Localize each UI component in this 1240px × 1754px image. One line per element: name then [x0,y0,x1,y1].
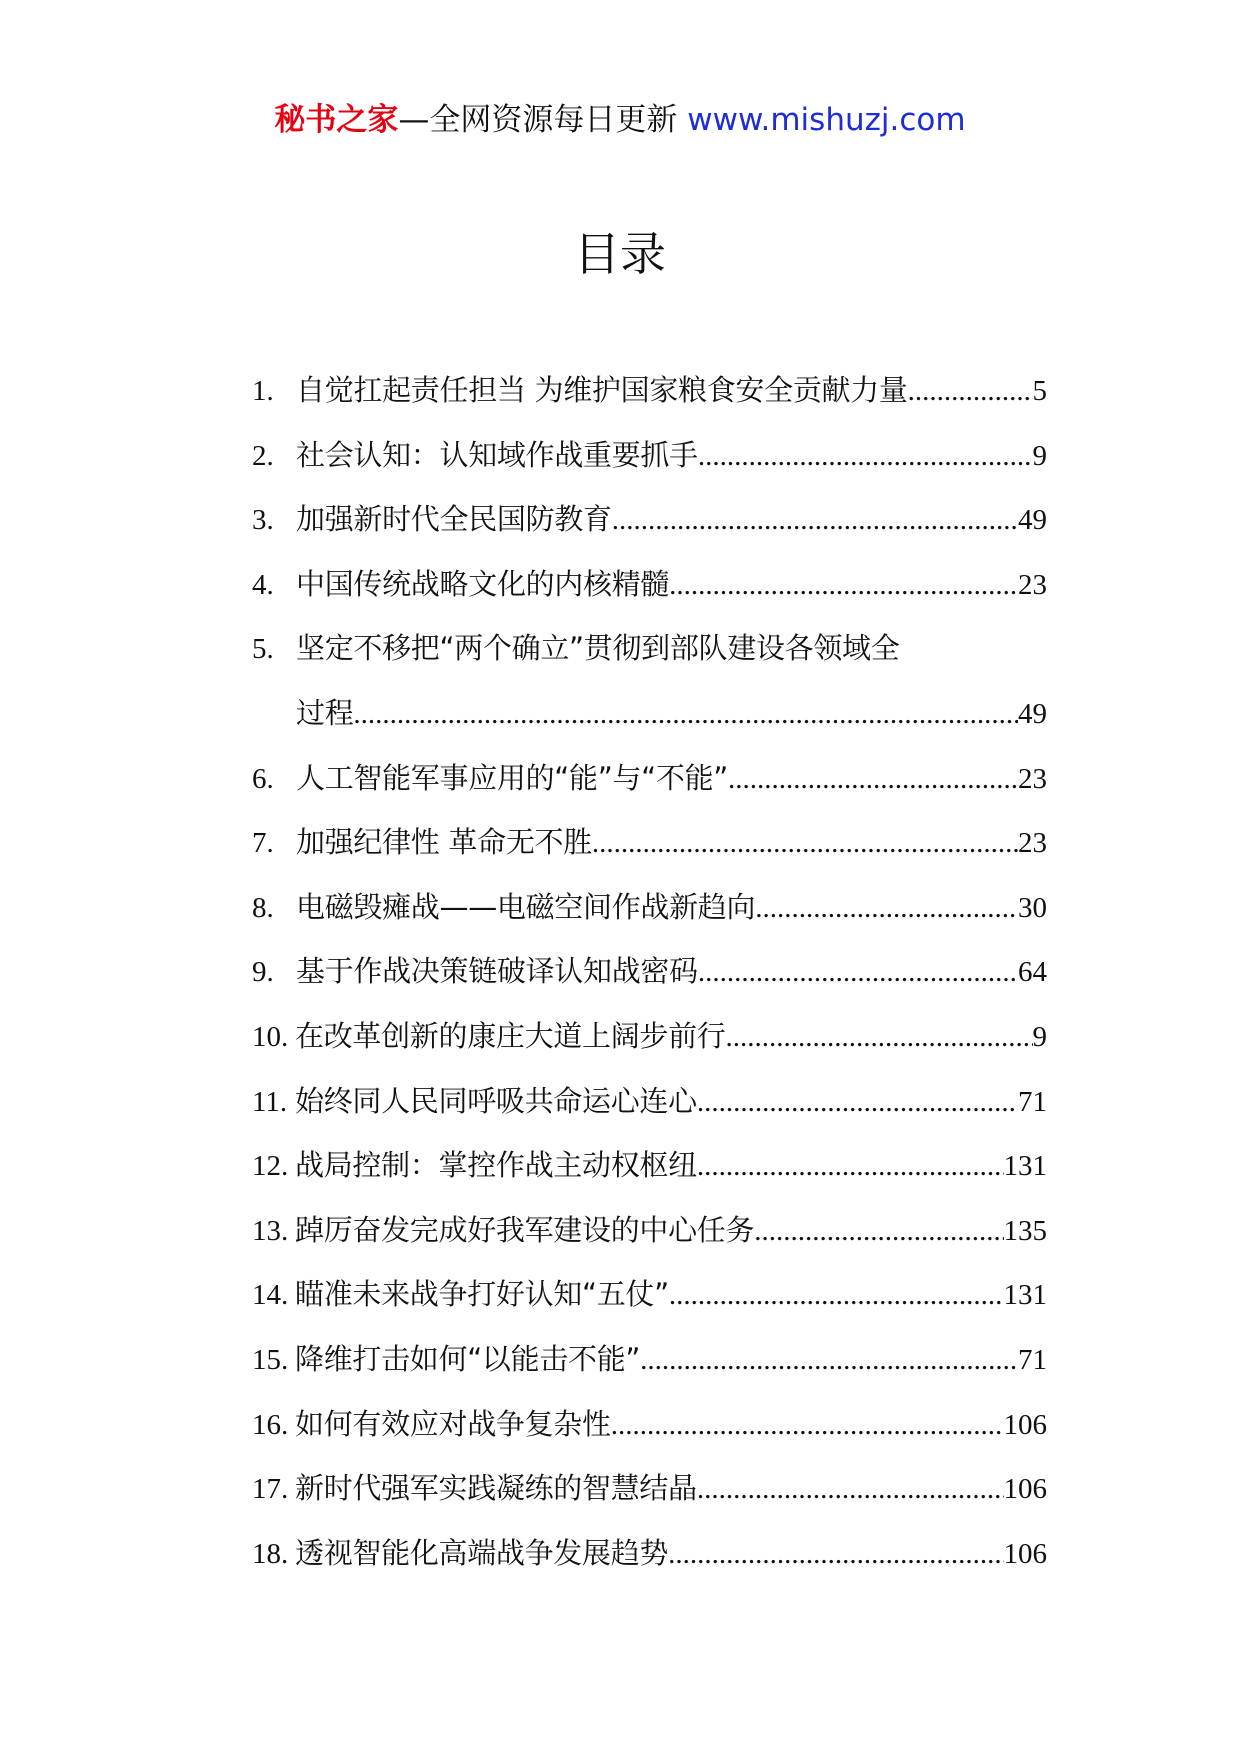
toc-entry-number: 8. [252,891,274,924]
toc-page-number: 23 [1018,762,1047,795]
toc-entry[interactable] [252,1392,1047,1457]
toc-entry-line [252,1456,1047,1521]
dot-leader [640,1328,1018,1393]
dot-leader [612,488,1018,553]
toc-page-number: 5 [1032,375,1047,407]
toc-entry-number: 2. [252,439,274,472]
toc-entry-title: 加强新时代全民国防教育 [296,502,612,537]
toc-entry-number: 3. [252,504,274,537]
toc-page-number: 71 [1018,1343,1047,1376]
toc-page-number: 23 [1018,827,1047,860]
toc-entry-line [252,1521,1047,1586]
table-of-contents [252,358,1047,1585]
toc-entry[interactable] [252,1004,1047,1069]
toc-page-number: 135 [1003,1214,1047,1247]
toc-entry-line [252,1262,1047,1327]
toc-entry-number: 7. [252,827,274,860]
toc-entry[interactable] [252,487,1047,552]
toc-entry-title: 新时代强军实践凝练的智慧结晶 [295,1471,697,1506]
toc-entry-number: 15. [252,1343,289,1376]
toc-entry-line [252,746,1047,811]
toc-entry[interactable] [252,1521,1047,1586]
toc-entry[interactable] [252,616,1047,745]
dot-leader [755,876,1018,941]
toc-entry-title: 始终同人民同呼吸共命运心连心 [295,1083,697,1118]
toc-entry-line [252,616,1047,681]
toc-entry[interactable] [252,423,1047,488]
toc-entry-number: 9. [252,956,274,989]
toc-page-number: 131 [1003,1279,1047,1312]
toc-entry-number: 1. [252,375,274,407]
toc-entry[interactable] [252,810,1047,875]
toc-entry-number: 4. [252,568,274,601]
toc-entry[interactable] [252,1133,1047,1198]
toc-page-number: 49 [1018,697,1047,730]
toc-entry-line [252,1069,1047,1134]
toc-entry[interactable] [252,746,1047,811]
toc-entry-line [252,1004,1047,1069]
dot-leader [754,1199,1003,1264]
dot-leader [611,1393,1004,1458]
toc-entry-title: 在改革创新的康庄大道上阔步前行 [295,1018,726,1053]
toc-page-number: 106 [1003,1473,1047,1506]
toc-entry-line [252,1327,1047,1392]
toc-page-number: 106 [1003,1537,1047,1570]
toc-entry-title: 降维打击如何“以能击不能” [295,1341,641,1376]
toc-page-number: 131 [1003,1150,1047,1183]
toc-page-number: 30 [1018,891,1047,924]
toc-entry-number: 12. [252,1150,289,1183]
dot-leader [592,811,1018,876]
toc-entry-number: 14. [252,1279,289,1312]
toc-page-number: 9 [1032,439,1047,472]
toc-entry-title: 自觉扛起责任担当 为维护国家粮食安全贡献力量 [296,373,908,407]
toc-page-number: 64 [1018,956,1047,989]
dot-leader [697,1457,1004,1522]
dot-leader [353,682,1018,747]
toc-entry-title: 电磁毁瘫战——电磁空间作战新趋向 [296,889,756,924]
toc-page-number: 106 [1003,1408,1047,1441]
dot-leader [697,1070,1018,1135]
dot-leader [728,747,1018,812]
brand-name: 秘书之家 [274,102,399,138]
dot-leader [908,359,1033,424]
toc-entry-line [252,810,1047,875]
toc-entry-number: 5. [252,633,274,666]
dot-leader [668,1522,1003,1587]
toc-entry-line [252,1133,1047,1198]
toc-entry-number: 13. [252,1214,289,1247]
toc-entry-number: 10. [252,1020,289,1053]
toc-entry-line [252,487,1047,552]
toc-entry-title: 瞄准未来战争打好认知“五仗” [295,1277,669,1312]
dot-leader [697,1134,1004,1199]
toc-entry-title: 坚定不移把“两个确立”贯彻到部队建设各领域全 [296,631,900,666]
toc-entry-title: 透视智能化高端战争发展趋势 [295,1535,669,1570]
toc-entry-title: 踔厉奋发完成好我军建设的中心任务 [295,1212,755,1247]
toc-entry-title: 社会认知：认知域作战重要抓手 [296,437,698,472]
toc-entry-line [252,358,1047,423]
dot-leader [726,1005,1033,1070]
header-slogan: —全网资源每日更新 [398,102,678,138]
toc-entry-number: 18. [252,1537,289,1570]
toc-entry[interactable] [252,939,1047,1004]
toc-entry-title: 加强纪律性 革命无不胜 [296,825,592,860]
toc-entry-title-continued: 过程 [296,695,354,730]
toc-entry-number: 11. [252,1085,288,1118]
toc-entry-title: 中国传统战略文化的内核精髓 [296,566,670,601]
toc-entry[interactable] [252,358,1047,423]
toc-entry[interactable] [252,1262,1047,1327]
dot-leader [669,553,1018,618]
toc-entry-number: 6. [252,762,274,795]
toc-entry[interactable] [252,1069,1047,1134]
toc-entry-line [252,939,1047,1004]
dot-leader [669,1263,1004,1328]
toc-entry-title: 如何有效应对战争复杂性 [295,1406,611,1441]
toc-entry-number: 17. [252,1473,289,1506]
toc-entry-line [252,1198,1047,1263]
toc-page-number: 71 [1018,1085,1047,1118]
toc-entry[interactable] [252,1456,1047,1521]
toc-entry-title: 基于作战决策链破译认知战密码 [296,954,698,989]
toc-entry-title: 战局控制：掌控作战主动权枢纽 [295,1148,697,1183]
toc-entry[interactable] [252,1198,1047,1263]
toc-entry-line [252,1392,1047,1457]
toc-entry[interactable] [252,552,1047,617]
site-url-link[interactable]: www.mishuzj.com [687,102,966,138]
watermark-header [0,98,1240,142]
toc-entry-line [252,681,1047,746]
toc-entry-title: 人工智能军事应用的“能”与“不能” [296,760,728,795]
toc-page-number: 9 [1032,1020,1047,1053]
dot-leader [698,940,1018,1005]
toc-page-number: 23 [1018,568,1047,601]
toc-entry-line [252,875,1047,940]
page-title: 目录 [574,227,666,281]
toc-page-number: 49 [1018,504,1047,537]
dot-leader [698,424,1033,489]
toc-entry-line [252,423,1047,488]
toc-entry[interactable] [252,875,1047,940]
toc-entry-line [252,552,1047,617]
toc-entry[interactable] [252,1327,1047,1392]
toc-entry-number: 16. [252,1408,289,1441]
